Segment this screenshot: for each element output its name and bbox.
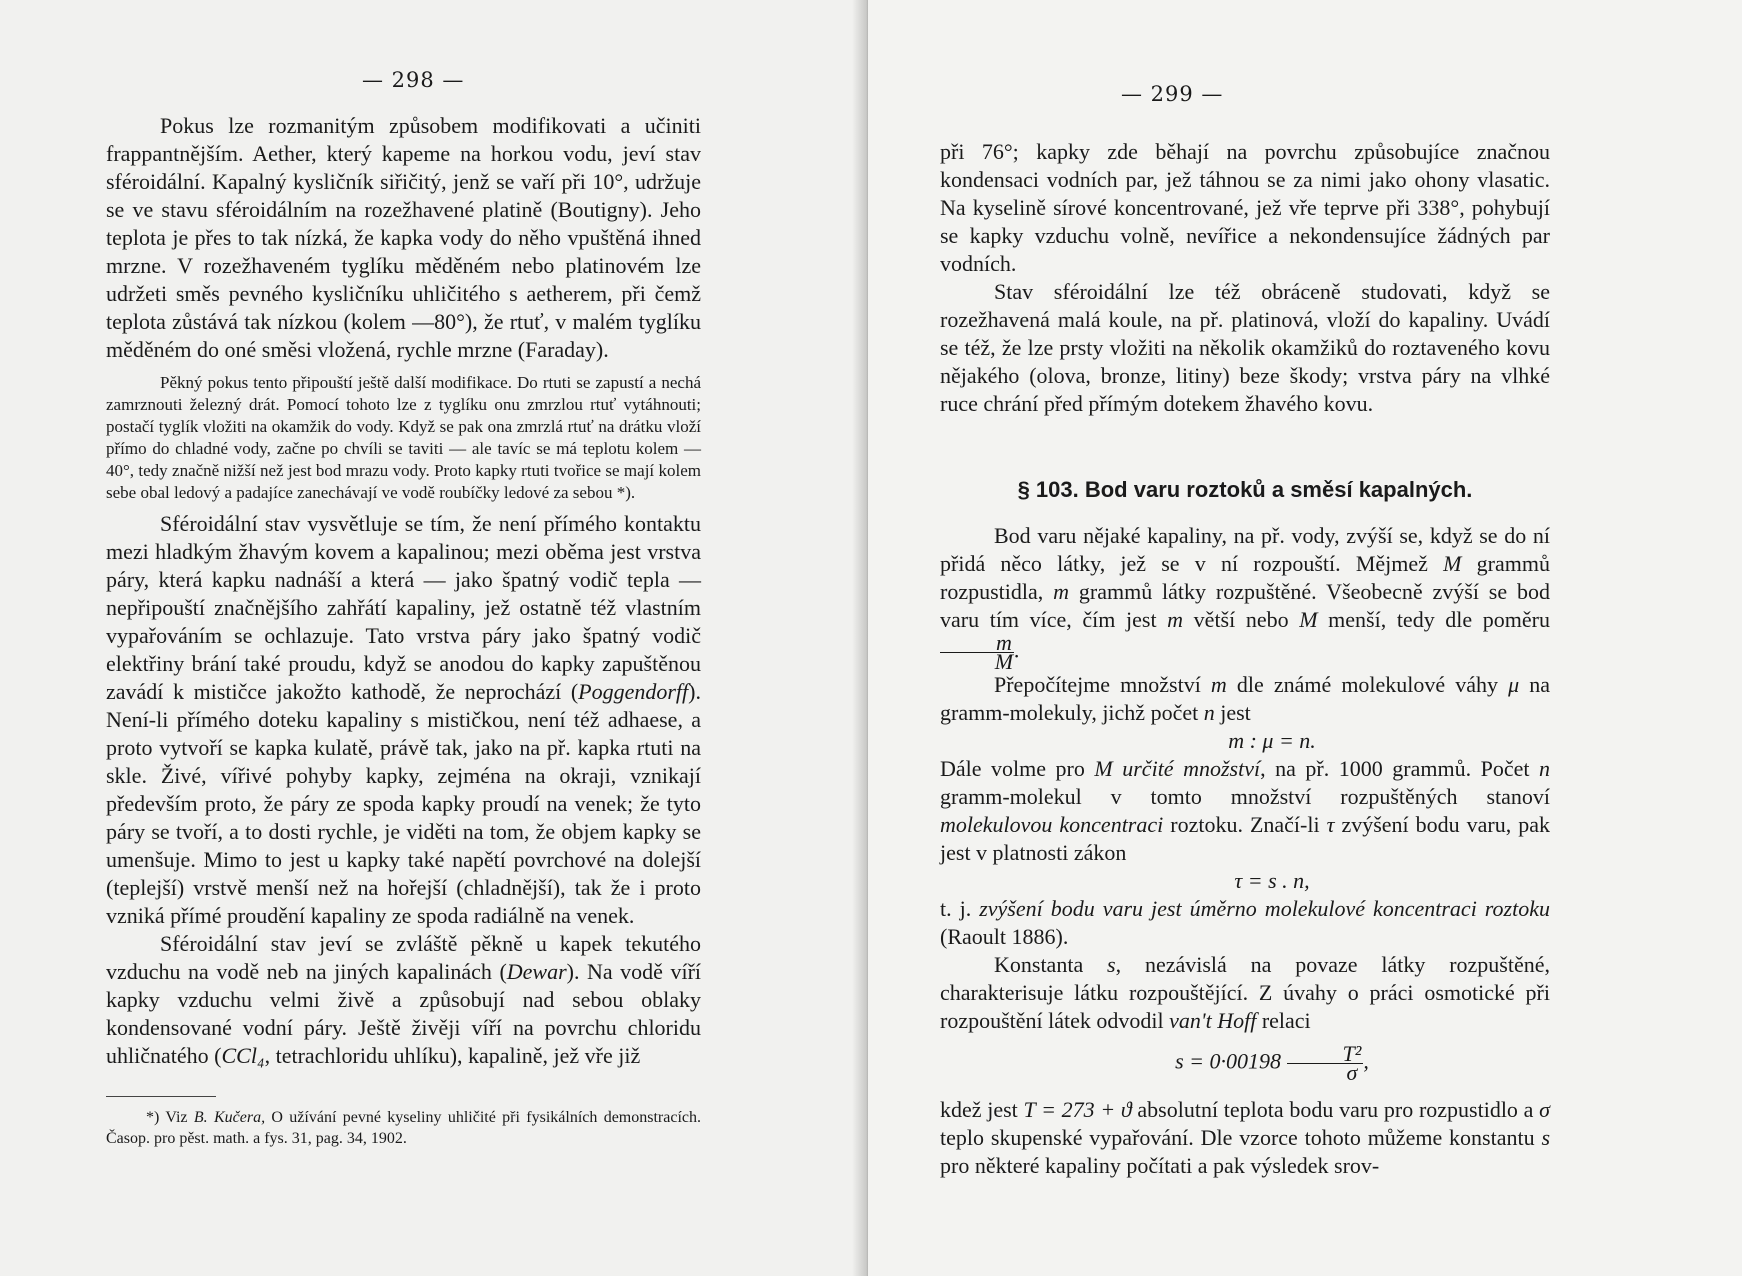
page-number-298: — 298 — <box>362 68 465 92</box>
formula-vant-hoff: s = 0·00198 $\frac{\text{T²}}{\sigma}$ , <box>1175 1041 1369 1085</box>
footnote <box>106 1107 701 1149</box>
paragraph: Sféroidální stav jeví se zvláště pěkně u kapek tekutého vzduchu na vodě neb na jiných kapalinách (Dewar). Na vodě víří kapky vzduchu velmi živě a způsobují nad sebou oblaky kondensované vodní páry. Ještě živěji víří na povrchu chloridu uhličnatého (CCl₄, tetrachloridu uhlíku), kapalině, jež vře již <box>106 931 702 1068</box>
small-print-note <box>106 372 701 504</box>
ratio-fraction: $\frac{m}{M}$ <box>940 634 1014 671</box>
right-page-text <box>940 138 1550 1180</box>
paragraph: Přepočítejme množství m dle známé molekulové váhy μ na gramm-molekuly, jichž počet n jest <box>940 672 1551 725</box>
formula-m-mu-n: m : μ = n. <box>1228 728 1316 753</box>
paragraph: kdež jest T = 273 + ϑ absolutní teplota bodu varu pro rozpustidlo a σ teplo skupenské vypařování. Dle vzorce tohoto můžeme konstantu s pro některé kapaliny počítati a pak výsledek srov- <box>940 1097 1550 1178</box>
left-page <box>0 0 868 1276</box>
paragraph: t. j. zvýšení bodu varu jest úměrno molekulové koncentraci roztoku (Raoult 1886). <box>940 896 1550 949</box>
paragraph: Stav sféroidální lze též obráceně studovati, když se rozežhavená malá koule, na př. platinová, vloží do kapaliny. Uvádí se též, že lze prsty vložiti na několik okamžiků do roztaveného kovu nějakého (olova, bronze, litiny) beze škody; vrstva páry na vlhké ruce chrání před přímým dotekem žhavého kovu. <box>940 279 1550 416</box>
footnote-rule <box>106 1096 216 1097</box>
left-page-text <box>106 112 701 1149</box>
formula-tau-s-n: τ = s . n, <box>1234 868 1310 893</box>
right-page <box>868 0 1742 1276</box>
footnote-text: *) Viz B. Kučera, O užívání pevné kyseliny uhličité při fysikálních demonstracích. Časop. pro pěst. math. a fys. 31, pag. 34, 1902. <box>106 1109 702 1147</box>
paragraph: Dále volme pro M určité množství, na př. 1000 grammů. Počet n gramm-molekul v tomto množství rozpuštěných stanoví molekulovou koncentraci roztoku. Značí-li τ zvýšení bodu varu, pak jest v platnosti zákon <box>940 756 1550 865</box>
paragraph: Pěkný pokus tento připouští ještě další modifikace. Do rtuti se zapustí a nechá zamrznouti železný drát. Pomocí tohoto lze z tyglíku onu zmrzlou rtuť vytáhnouti; postačí tyglík vložiti na okamžik do vody. Když se pak ona zmrzlá rtuť na drátku vloží přímo do chladné vody, začne po chvíli se taviti — ale tavíc se má teplotu kolem —40°, tedy značně nižší než jest bod mrazu vody. Proto kapky rtuti tvořice se mají kolem sebe obal ledový a padajíce zanechávají ve vodě roubíčky ledové za sebou *). <box>106 373 701 502</box>
paragraph: Pokus lze rozmanitým způsobem modifikovati a učiniti frappantnějším. Aether, který kapeme na horkou vodu, jeví stav sféroidální. Kapalný kysličník siřičitý, jenž se vaří při 10°, udržuje se ve stavu sféroidálním na rozežhavené platině (Boutigny). Jeho teplota je přes to tak nízká, že kapka vody do něho vpuštěná ihned mrzne. V rozežhaveném tyglíku měděném nebo platinovém lze udržeti směs pevného kysličníku uhličitého s aetherem, při čemž teplota zůstává tak nízkou (kolem —80°), že rtuť, v malém tyglíku měděném do oné směsi vložená, rychle mrzne (Faraday). <box>106 113 701 362</box>
page-number-299: — 299 — <box>1121 82 1224 106</box>
paragraph: při 76°; kapky zde běhají na povrchu způsobujíce značnou kondensaci vodních par, jež táhnou se za nimi jako ohony vlasatic. Na kyselině sírové koncentrované, jež vře teprve při 338°, pohybují se kapky vzduchu volně, nevířice a nekondensujíce žádných par vodních. <box>940 139 1550 276</box>
paragraph: Bod varu nějaké kapaliny, na př. vody, zvýší se, když se do ní přidá něco látky, jež se v ní rozpouští. Mějmež M grammů rozpustidla, m grammů látky rozpuštěné. Všeobecně zvýší se bod varu tím více, čím jest m větší nebo M menší, tedy dle poměru $\frac{m}{M}$ . <box>940 523 1550 674</box>
paragraph: Konstanta s, nezávislá na povaze látky rozpuštěné, charakterisuje látku rozpouštějící. Z úvahy o práci osmotické při rozpouštění látek odvodil van't Hoff relaci <box>940 952 1551 1033</box>
section-heading: § 103. Bod varu roztoků a směsí kapalných. <box>1017 477 1473 502</box>
formula-fraction: $\frac{\text{T²}}{\sigma}$ <box>1287 1045 1364 1082</box>
paragraph: Sféroidální stav vysvětluje se tím, že není přímého kontaktu mezi hladkým žhavým kovem a kapalinou; mezi oběma jest vrstva páry, která kapku nadnáší a která — jako špatný vodič tepla — nepřipouští značnějšího zahřátí kapaliny, jež ostatně též vlastním vypařováním se ochlazuje. Tato vrstva páry jako špatný vodič elektřiny brání také proudu, když se anodou do kapky zapuštěnou zavádí k mističce jakožto kathodě, že neprochází (Poggendorff). Není-li přímého doteku kapaliny s mističkou, není též adhaese, a proto vytvoří se kapka kulatě, právě tak, jako na př. kapka rtuti na skle. Živé, vířivé pohyby kapky, zejména na okraji, vznikají především proto, že páry ze spoda kapky proudí na venek; že tyto páry se tvoří, a to dosti rychle, je viděti na tom, že objem kapky se umenšuje. Mimo to jest u kapky také napětí povrchové na dolejší (teplejší) vrstvě menší než na hořejší (chladnější), tak že i proto vzniká přímé proudění kapaliny ze spoda radiálně na venek. <box>106 511 701 928</box>
